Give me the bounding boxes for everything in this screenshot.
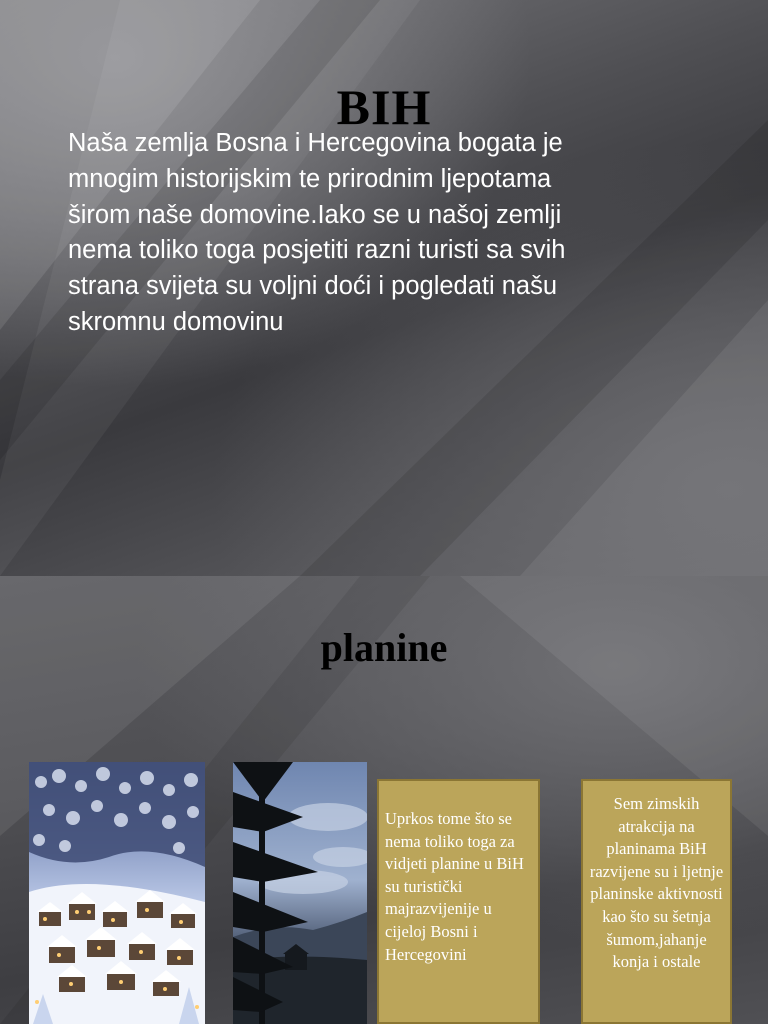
info-text-box: Uprkos tome što se nema toliko toga za vidjeti planine u BiH su turistički majrazvijenije u cijeloj Bosni i Hercegovini: [377, 779, 540, 1024]
slide-body-text: Naša zemlja Bosna i Hercegovina bogata je mnogim historijskim te prirodnim ljepotama širom naše domovine.Iako se u našoj zemlji nema toliko toga posjetiti razni turisti sa svih strana svijeta su voljni doći i pogledati našu skromnu domovinu: [68, 129, 566, 336]
info-text-box: Sem zimskih atrakcija na planinama BiH razvijene su i ljetnje planinske aktivnosti kao što su šetnja šumom,jahanje konja i ostale: [581, 779, 732, 1024]
slide-title: planine: [320, 625, 448, 670]
slide-title: BIH: [336, 79, 432, 135]
snowy-village-photo: [29, 762, 205, 1024]
slide-2: [0, 576, 768, 1024]
pine-tree-dusk-photo: [233, 762, 367, 1024]
